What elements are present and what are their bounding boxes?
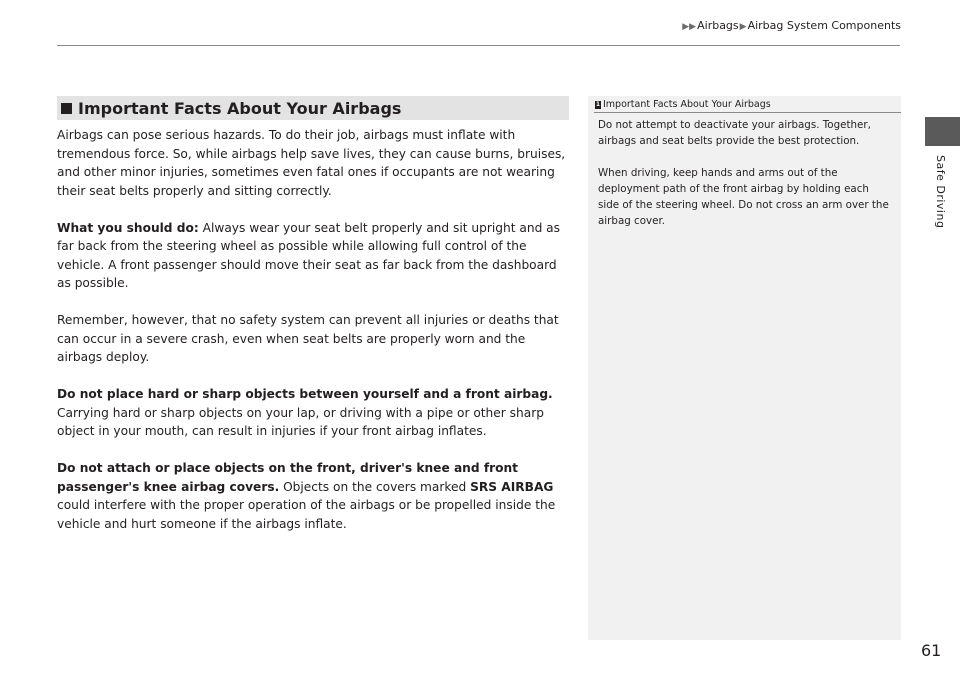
- sidebar-body: [598, 117, 890, 245]
- sidebar-note: [588, 96, 901, 640]
- page-number: 61: [921, 641, 942, 660]
- sidebar-title-text: Important Facts About Your Airbags: [603, 99, 771, 110]
- breadcrumb: [681, 19, 901, 32]
- chapter-label: Safe Driving: [934, 155, 947, 229]
- header-divider: [57, 45, 900, 46]
- breadcrumb-item: Airbag System Components: [747, 19, 901, 32]
- paragraph: [57, 219, 573, 293]
- main-content: [57, 126, 573, 552]
- breadcrumb-item: Airbags: [697, 19, 739, 32]
- sidebar-title: [595, 99, 901, 110]
- reference-badge: 1: [595, 100, 601, 108]
- paragraph: [57, 385, 573, 441]
- sidebar-paragraph: When driving, keep hands and arms out of the deployment path of the front airbag by holding each side of the steering wheel. Do not cross an arm over the airbag cover.: [598, 167, 889, 227]
- paragraph: Airbags can pose serious hazards. To do their job, airbags must inflate with tremendous force. So, while airbags help save lives, they can cause burns, bruises, and other minor injuries, sometimes even fatal ones if occupants are not wearing their seat belts properly and sitting correctly.: [57, 128, 566, 198]
- sidebar-divider: [594, 112, 901, 113]
- paragraph-text: Objects on the covers marked: [279, 479, 471, 494]
- section-title: Important Facts About Your Airbags: [78, 98, 402, 118]
- bold-lead: Do not place hard or sharp objects between yourself and a front airbag.: [57, 387, 553, 401]
- chapter-tab: [925, 117, 960, 146]
- paragraph: Remember, however, that no safety system can prevent all injuries or deaths that can occur in a severe crash, even when seat belts are properly worn and the airbags deploy.: [57, 313, 559, 364]
- bold-lead: Do not attach or place objects on the front, driver's knee and front passenger's knee airbag covers.: [57, 461, 519, 494]
- paragraph: [57, 459, 573, 533]
- airbag-mark: SRS AIRBAG: [470, 479, 554, 494]
- sidebar-paragraph: Do not attempt to deactivate your airbags. Together, airbags and seat belts provide the best protection.: [598, 119, 871, 147]
- triangle-right-icon: ▶: [739, 22, 747, 32]
- paragraph-text: Always wear your seat belt properly and sit upright and as far back from the steering wheel as possible while allowing full control of the vehicle. A front passenger should move their seat as far back from the dashboard as possible.: [57, 220, 560, 290]
- paragraph-text: could interfere with the proper operation of the airbags or be propelled inside the vehicle and hurt someone if the airbags inflate.: [57, 498, 556, 531]
- bold-lead: What you should do:: [57, 220, 199, 235]
- triangle-right-icon: ▶▶: [682, 22, 697, 32]
- paragraph-text: Carrying hard or sharp objects on your lap, or driving with a pipe or other sharp object in your mouth, can result in injuries if your front airbag inflates.: [57, 405, 544, 438]
- square-bullet-icon: [61, 103, 72, 114]
- section-heading: [57, 96, 569, 120]
